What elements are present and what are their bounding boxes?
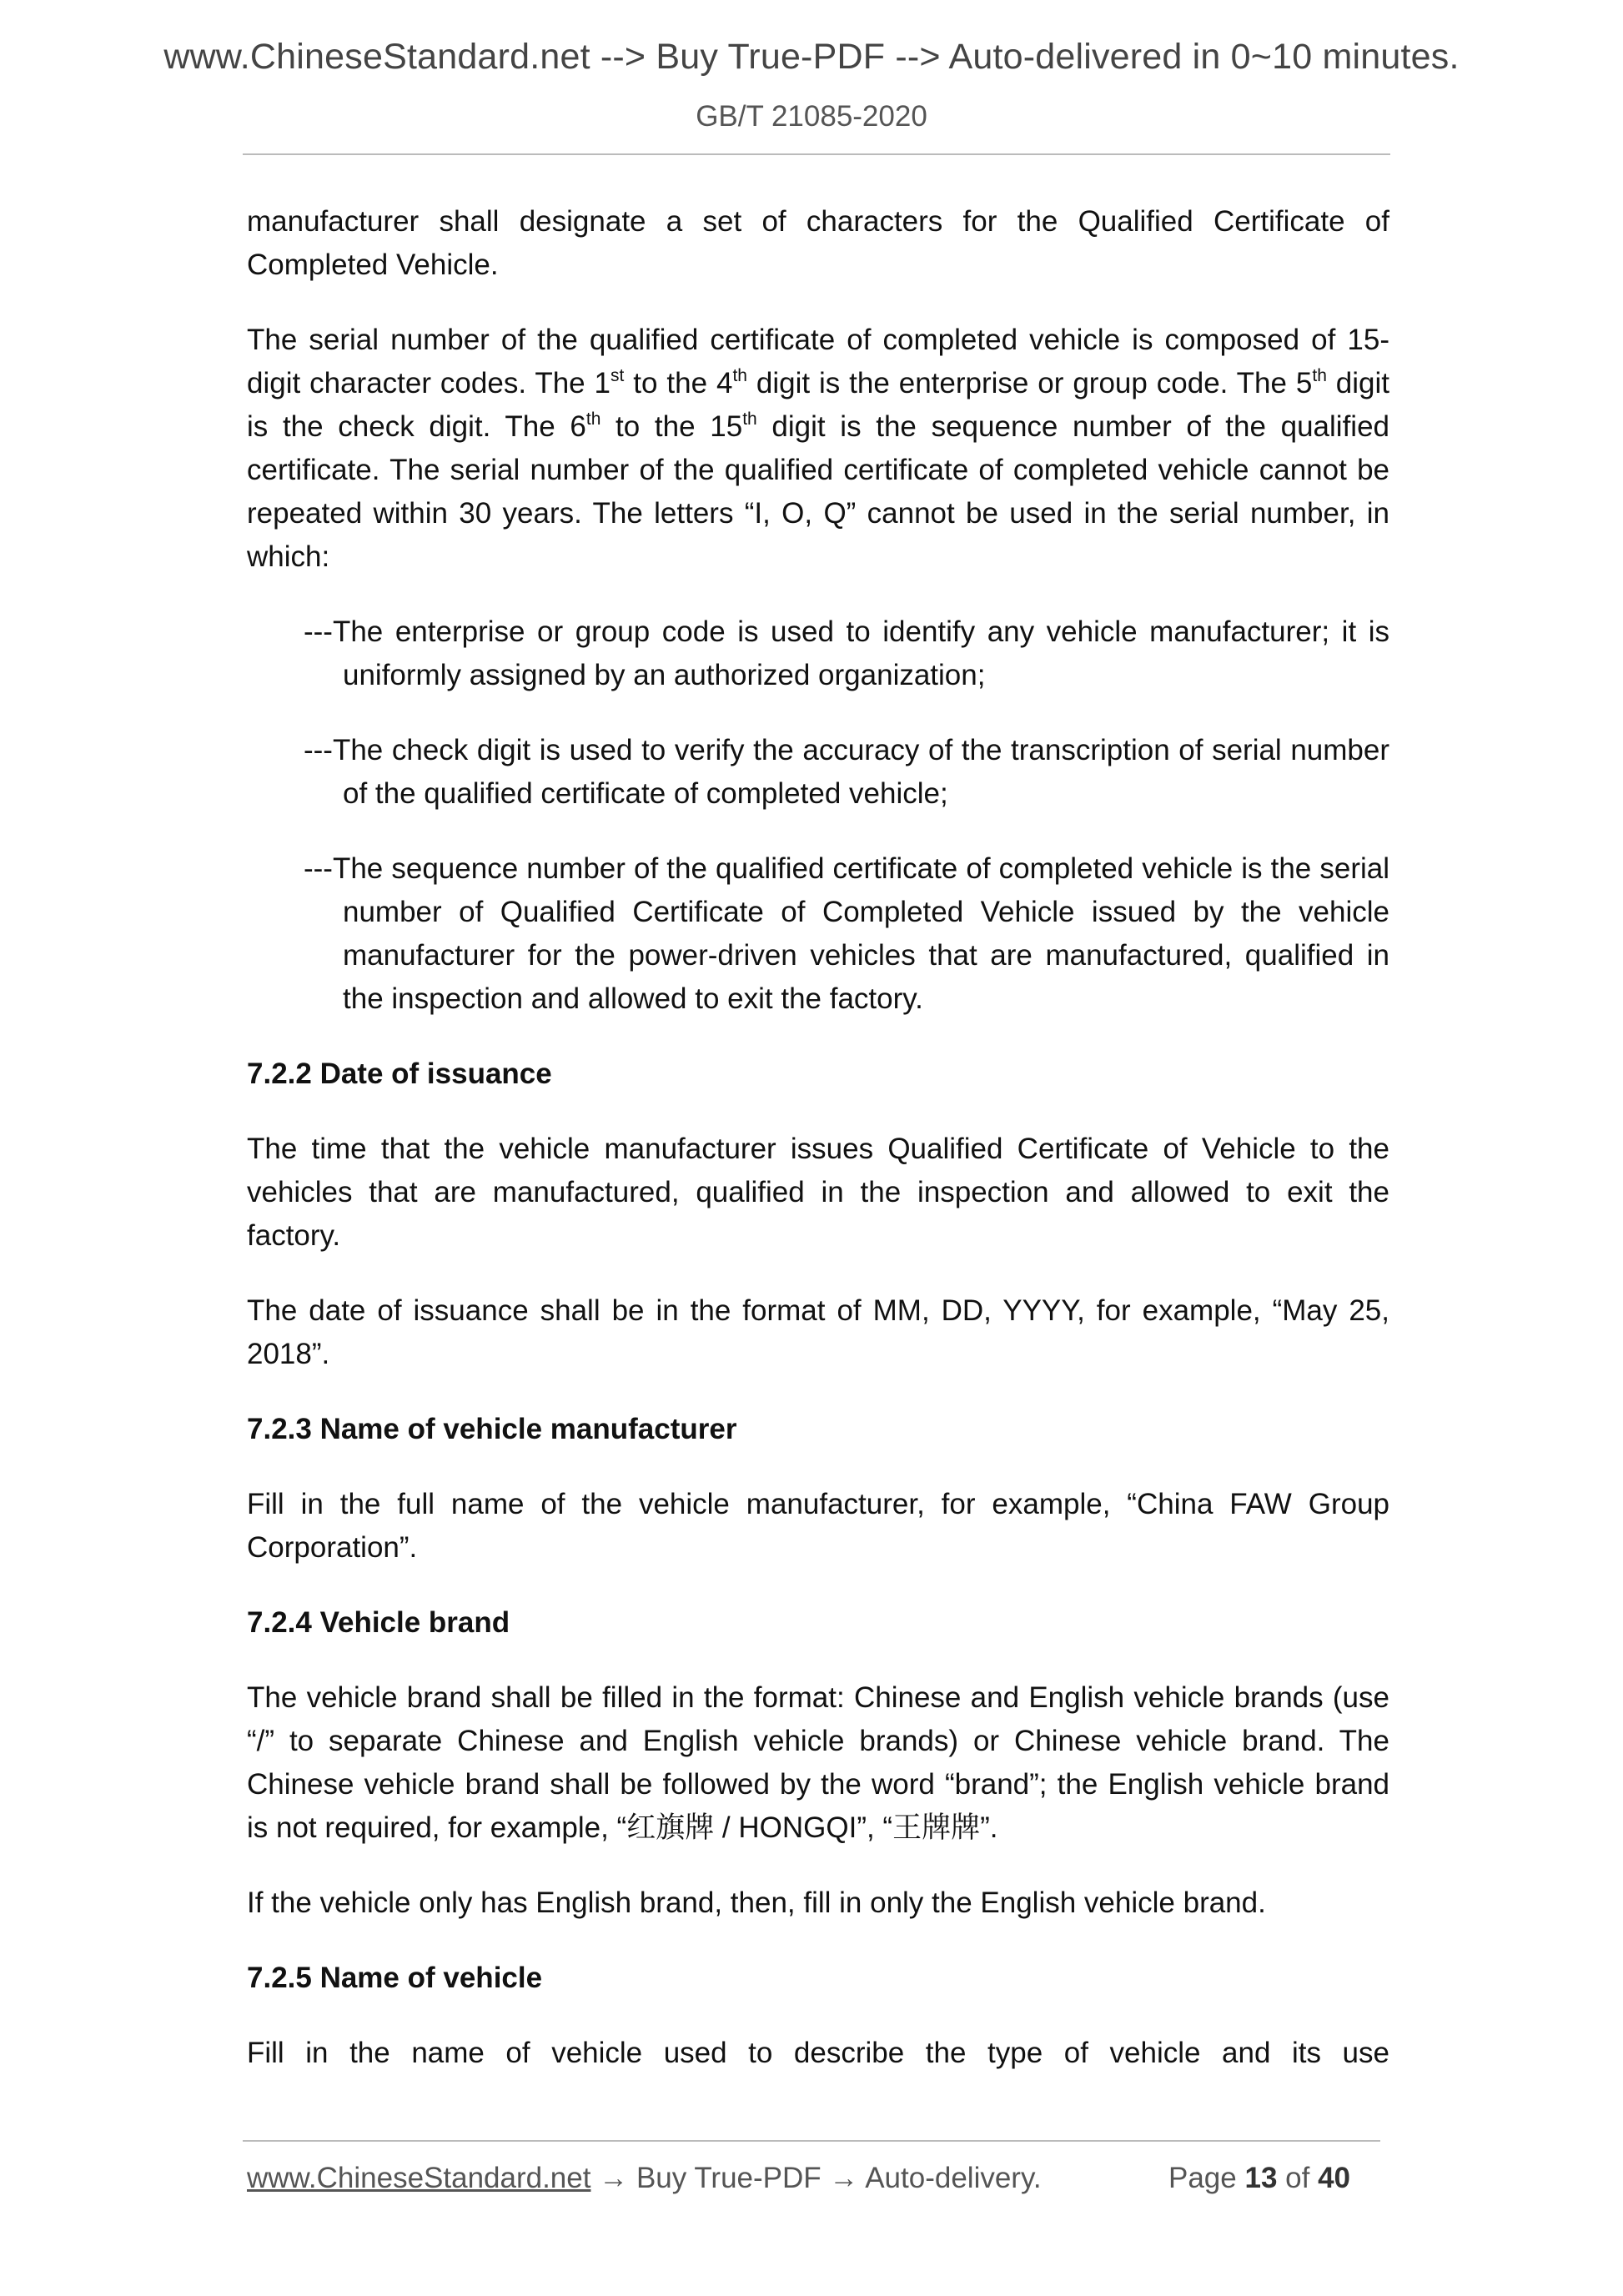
list-item-check-digit: ---The check digit is used to verify the accuracy of the transcription of serial number of the qualified certificate of completed vehicle; — [304, 734, 1389, 810]
arrow-right-icon: → — [599, 2162, 629, 2194]
section-heading-7-2-5: 7.2.5 Name of vehicle — [247, 1962, 543, 1994]
page-footer — [247, 2162, 1381, 2195]
list-item-enterprise-code: ---The enterprise or group code is used to identify any vehicle manufacturer; it is uniformly assigned by an authorized organization; — [304, 615, 1389, 691]
paragraph-vehicle-name: Fill in the name of vehicle used to describe the type of vehicle and its use — [247, 2037, 1389, 2069]
paragraph-manufacturer-name: Fill in the full name of the vehicle manufacturer, for example, “China FAW Group Corporation”. — [247, 1488, 1389, 1564]
standard-code: GB/T 21085-2020 — [696, 100, 927, 133]
paragraph-date-format: The date of issuance shall be in the format of MM, DD, YYYY, for example, “May 25, 2018”. — [247, 1294, 1389, 1370]
document-body — [247, 200, 1389, 2107]
section-heading-7-2-4: 7.2.4 Vehicle brand — [247, 1606, 510, 1639]
paragraph-brand-format: The vehicle brand shall be filled in the format: Chinese and English vehicle brands (use “/” to separate Chinese and English vehicle brands) or Chinese vehicle brand. The Chinese vehicle brand shall be followed by the word “brand”; the English vehicle brand is not required, for example, “红旗牌 / HONGQI”, “王牌牌”. — [247, 1681, 1389, 1844]
footer-buy-text: Buy True-PDF — [636, 2162, 822, 2194]
section-heading-7-2-2: 7.2.2 Date of issuance — [247, 1058, 552, 1090]
header-divider — [243, 153, 1390, 155]
paragraph-continuation: manufacturer shall designate a set of characters for the Qualified Certificate of Completed Vehicle. — [247, 205, 1389, 281]
list-item-sequence-number: ---The sequence number of the qualified certificate of completed vehicle is the serial number of Qualified Certificate of Completed Vehicle issued by the vehicle manufacturer for the power-driven vehicles that are manufactured, qualified in the inspection and allowed to exit the factory. — [304, 852, 1389, 1015]
page-total: 40 — [1318, 2162, 1351, 2194]
paragraph-serial-number: The serial number of the qualified certificate of completed vehicle is composed of 15-digit character codes. The 1st to the 4th digit is the enterprise or group code. The 5th digit is the check digit. The 6th to the 15th digit is the sequence number of the qualified certificate. The serial number of the qualified certificate of completed vehicle cannot be repeated within 30 years. The letters “I, O, Q” cannot be used in the serial number, in which: — [247, 324, 1389, 573]
footer-site-link[interactable]: www.ChineseStandard.net — [247, 2162, 591, 2194]
page-label: Page — [1168, 2162, 1237, 2194]
page-indicator — [1168, 2162, 1350, 2195]
page-of-label: of — [1285, 2162, 1310, 2194]
paragraph-issuance-time: The time that the vehicle manufacturer issues Qualified Certificate of Vehicle to the vehicles that are manufactured, qualified in the inspection and allowed to exit the factory. — [247, 1133, 1389, 1252]
header-banner: www.ChineseStandard.net --> Buy True-PDF --> Auto-delivered in 0~10 minutes. — [163, 37, 1460, 77]
arrow-right-icon: → — [829, 2162, 859, 2194]
page-number: 13 — [1244, 2162, 1278, 2194]
section-heading-7-2-3: 7.2.3 Name of vehicle manufacturer — [247, 1413, 737, 1445]
paragraph-english-brand: If the vehicle only has English brand, then, fill in only the English vehicle brand. — [247, 1887, 1266, 1919]
footer-divider — [243, 2140, 1380, 2142]
footer-auto-delivery-text: Auto-delivery. — [865, 2162, 1042, 2194]
